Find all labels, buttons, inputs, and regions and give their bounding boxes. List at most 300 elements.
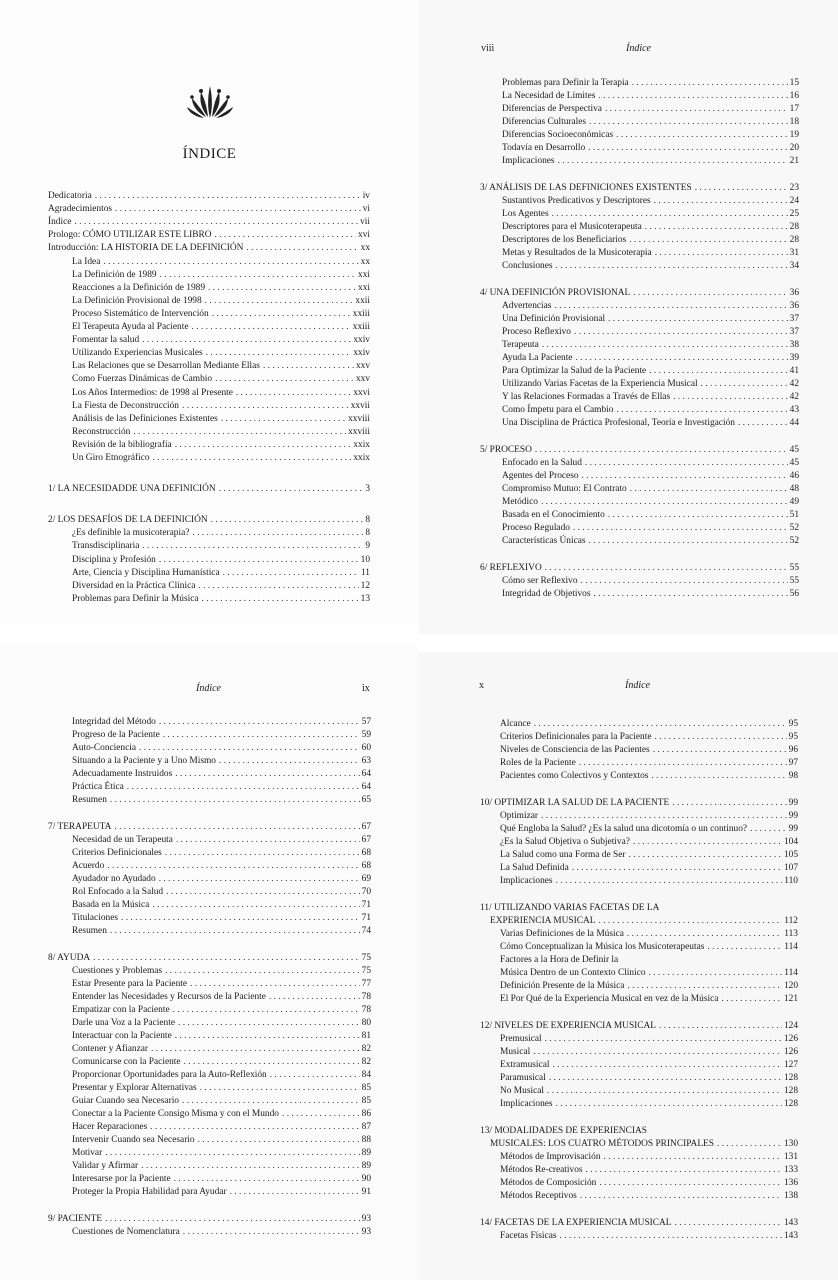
toc-section-entry [72, 269, 370, 281]
toc-entry-title: Advertencias [502, 301, 552, 311]
page-number: viii [481, 43, 495, 54]
toc-section-entry [72, 1056, 371, 1068]
dot-leader [263, 360, 354, 372]
toc-chapter-entry [480, 182, 799, 194]
dot-leader [114, 821, 359, 833]
toc-entry-page-number: 96 [788, 745, 798, 755]
toc-entry-title: Como Fuerzas Dinámicas de Cambio [72, 374, 213, 385]
toc-entry-page-number: vii [360, 217, 370, 228]
toc-entry-page-number: 85 [361, 1083, 371, 1093]
dot-leader [219, 483, 364, 495]
toc-section-entry [72, 965, 371, 977]
toc-entry-title: Diferencias Culturales [502, 117, 587, 127]
toc-entry-page-number: 43 [789, 405, 799, 415]
page-title: ÍNDICE [182, 146, 237, 162]
toc-section-entry [72, 1095, 371, 1107]
toc-entry-title: Enfocado en la Salud [502, 458, 582, 468]
toc-entry-title: Implicaciones [502, 156, 555, 166]
toc-entry-title: Diversidad en la Práctica Clínica [72, 580, 196, 591]
toc-entry-page-number: 75 [361, 966, 371, 976]
toc-entry-page-number: 67 [361, 822, 371, 832]
toc-entry-page-number: 41 [789, 366, 799, 376]
dot-leader [672, 797, 786, 809]
dot-leader [594, 588, 788, 600]
dot-leader [630, 483, 788, 495]
toc-section-entry [502, 509, 799, 521]
toc-entry-page-number: 81 [361, 1031, 371, 1041]
dot-leader [142, 540, 363, 552]
dot-leader [627, 980, 781, 992]
toc-entry-page-number: 91 [361, 1187, 371, 1197]
toc-entry-page-number: 82 [361, 1057, 371, 1067]
toc-section-entry [502, 496, 799, 508]
toc-section-entry [72, 1134, 371, 1146]
toc-entry-page-number: xxi [358, 269, 370, 280]
toc-entry-page-number: 114 [784, 968, 798, 978]
toc-chapter-entry [48, 1213, 371, 1225]
toc-entry-page-number: 85 [361, 1096, 371, 1106]
toc-entry-title: La Salud como una Forma de Ser [500, 850, 626, 860]
toc-entry-page-number: 74 [361, 926, 371, 936]
toc-section-entry [72, 256, 370, 268]
toc-section-entry [502, 77, 799, 89]
toc-entry-title: Integridad de Objetivos [502, 589, 591, 599]
toc-section-entry [72, 1004, 371, 1016]
toc-entry-title: Premusical [500, 1034, 542, 1044]
toc-entry-title: 6/ REFLEXIVO [480, 563, 542, 573]
dot-leader [175, 768, 359, 780]
toc-chapter-entry [480, 1020, 798, 1032]
dot-leader [121, 912, 360, 924]
dot-leader [645, 221, 788, 233]
toc-entry-title: Cómo Conceptualizan la Música los Musicoterapeutas [500, 942, 705, 952]
toc-section-entry [500, 757, 798, 769]
toc-entry-page-number: 9 [365, 541, 370, 552]
dot-leader [166, 886, 360, 898]
dot-leader [223, 567, 359, 579]
toc-entry-title: 3/ ANÁLISIS DE LAS DEFINICIONES EXISTENTES [480, 183, 692, 193]
toc-entry-page-number: 68 [361, 861, 371, 871]
toc-entry-title: Problemas para Definir la Terapia [502, 78, 629, 88]
toc-entry-title: La Necesidad de Límites [502, 91, 596, 101]
toc-section-entry [502, 378, 799, 390]
dot-leader [552, 1059, 781, 1071]
toc-entry-title: Implicaciones [500, 1099, 553, 1109]
toc-section-entry [500, 1164, 798, 1176]
toc-entry-page-number: xxiii [352, 322, 370, 332]
toc-entry-page-number: 37 [789, 327, 799, 337]
dot-leader [141, 1160, 360, 1172]
toc-entry-page-number: xx [360, 243, 370, 254]
toc-entry-title: Contener y Afianzar [72, 1044, 149, 1054]
toc-section-entry [502, 195, 799, 207]
toc-entry-title: Progreso de la Paciente [72, 730, 160, 740]
toc-entry-title: Transdisciplinaria [72, 541, 140, 552]
toc-entry-title: Agentes del Proceso [502, 471, 579, 481]
toc-entry-page-number: xxv [355, 374, 370, 385]
toc-entry-title: Resumen [72, 795, 107, 805]
toc-entry-page-number: 84 [361, 1070, 371, 1080]
toc-entry-page-number: 124 [783, 1021, 798, 1031]
toc-section-entry [500, 1085, 798, 1097]
toc-entry-page-number: 36 [789, 288, 799, 298]
toc-section-entry [500, 718, 798, 730]
toc-entry-title: Metas y Resultados de la Musicoterapia [502, 248, 652, 258]
dot-leader [269, 991, 360, 1003]
toc-section-entry [502, 155, 799, 167]
toc-entry-title: 14/ FACETAS DE LA EXPERIENCIA MUSICAL [480, 1218, 672, 1228]
toc-entry-page-number: 12 [360, 580, 370, 591]
toc-entry-title: ¿Es definible la musicoterapia? [72, 528, 190, 539]
toc-section-entry [72, 360, 370, 372]
dot-leader [190, 978, 360, 990]
toc-entry-title: Proteger la Propia Habilidad para Ayudar [72, 1187, 227, 1197]
toc-entry-title: Titulaciones [72, 913, 119, 923]
toc-entry-page-number: xxi [358, 282, 370, 293]
toc-entry-page-number: 19 [789, 130, 799, 140]
toc-entry-page-number: 11 [360, 567, 370, 578]
toc-section-entry [72, 387, 370, 399]
toc-section-entry [502, 457, 799, 469]
toc-entry-title: Características Únicas [502, 536, 586, 546]
toc-section-entry [502, 247, 799, 259]
fleuron-ornament-icon [186, 80, 234, 120]
dot-leader [139, 742, 360, 754]
dot-leader [219, 755, 360, 767]
toc-section-entry [72, 373, 370, 385]
toc-section-entry [72, 794, 371, 806]
toc-section-entry [72, 1147, 371, 1159]
dot-leader [695, 182, 788, 194]
toc-entry-title: Descriptores para el Musicoterapeuta [502, 222, 642, 232]
dot-leader [605, 103, 788, 115]
toc-entry-page-number: xxiv [353, 335, 370, 346]
toc-entry-page-number: 78 [361, 992, 371, 1002]
dot-leader [175, 439, 352, 451]
toc-entry-title: Métodos de Composición [500, 1178, 597, 1188]
dot-leader [159, 716, 360, 728]
dot-leader [541, 496, 788, 508]
toc-entry-title: Problemas para Definir la Música [72, 593, 199, 604]
toc-section-entry [72, 567, 370, 579]
toc-section-entry [72, 886, 371, 898]
dot-leader [270, 1069, 360, 1081]
toc-section-entry [72, 527, 370, 539]
toc-entry-title: Niveles de Consciencia de las Pacientes [500, 745, 650, 755]
dot-leader [627, 928, 782, 940]
toc-entry-title: Ayudador no Ayudado [72, 874, 156, 884]
toc-entry-title: Resumen [72, 926, 107, 936]
toc-entry-title: MUSICALES: LOS CUATRO MÉTODOS PRINCIPALES [490, 1139, 714, 1149]
toc-entry-title: Disciplina y Profesión [72, 554, 156, 565]
dot-leader [110, 794, 360, 806]
toc-entry-title: Presentar y Explorar Alternativas [72, 1083, 197, 1093]
dot-leader [206, 347, 352, 359]
toc-entry-page-number: xx [360, 256, 370, 267]
toc-entry-title: Criterios Definicionales para la Paciente [500, 732, 652, 742]
dot-leader [176, 834, 360, 846]
toc-entry-page-number: xxii [355, 295, 370, 306]
toc-entry-page-number: 70 [361, 887, 371, 897]
toc-section-entry [72, 439, 370, 451]
toc-chapter-entry [480, 444, 799, 456]
dot-leader [608, 313, 788, 325]
toc-entry-title: Proceso Sistemático de Intervención [72, 308, 209, 319]
toc-entry-page-number: 64 [361, 782, 371, 792]
toc-entry-page-number: 95 [788, 719, 798, 729]
dot-leader [717, 1138, 782, 1150]
toc-section-entry [72, 899, 371, 911]
toc-section-entry [72, 729, 371, 741]
toc-entry-title: Diferencias de Perspectiva [502, 104, 602, 114]
toc-section-entry [502, 208, 799, 220]
dot-leader [560, 1230, 782, 1242]
toc-entry-title: Intervenir Cuando sea Necesario [72, 1135, 195, 1145]
dot-leader [575, 352, 787, 364]
toc-section-entry [72, 593, 370, 605]
toc-entry-title: Análisis de las Definiciones Existentes [72, 413, 218, 424]
dot-leader [163, 729, 360, 741]
toc-entry-page-number: 126 [783, 1047, 798, 1057]
dot-leader [192, 321, 351, 333]
toc-entry-title: 5/ PROCESO [480, 445, 532, 455]
toc-entry-page-number: 42 [789, 392, 799, 402]
toc-entry-title: El Por Qué de la Experiencia Musical en vez de la Música [500, 994, 719, 1004]
toc-entry-page-number: 68 [361, 848, 371, 858]
toc-entry-title: Descriptores de los Beneficiarios [502, 235, 627, 245]
dot-leader [183, 1226, 360, 1238]
dot-leader [151, 1043, 360, 1055]
toc-section-entry [502, 483, 799, 495]
dot-leader [655, 731, 787, 743]
toc-section-entry [502, 300, 799, 312]
toc-entry-title: Guiar Cuando sea Necesario [72, 1096, 179, 1106]
toc-entry-page-number: 64 [361, 769, 371, 779]
toc-entry-page-number: iv [362, 191, 370, 201]
toc-section-entry [500, 941, 798, 953]
toc-entry-title: Cómo ser Reflexivo [502, 576, 578, 586]
toc-section-entry [72, 991, 371, 1003]
toc-entry-title: Roles de la Paciente [500, 758, 576, 768]
running-header: Índice [625, 680, 650, 691]
dot-leader [110, 925, 360, 937]
toc-section-entry [72, 334, 370, 346]
toc-entry-page-number: 80 [361, 1018, 371, 1028]
toc-section-entry [502, 129, 799, 141]
toc-entry-page-number: 38 [789, 340, 799, 350]
toc-entry-page-number: 17 [789, 104, 799, 114]
toc-entry-page-number: 63 [361, 756, 371, 766]
dot-leader [198, 580, 358, 592]
dot-leader [598, 90, 787, 102]
toc-entry-page-number: vi [362, 204, 370, 215]
dot-leader [588, 142, 787, 154]
toc-section-entry [502, 535, 799, 547]
dot-leader [173, 1004, 360, 1016]
toc-entry-title: 4/ UNA DEFINICIÓN PROVISIONAL [480, 288, 631, 298]
toc-section-entry [500, 849, 798, 861]
toc-entry-page-number: 138 [783, 1191, 798, 1201]
toc-section-entry [502, 313, 799, 325]
toc-section-entry [72, 716, 371, 728]
toc-entry-title: 2/ LOS DESAFÍOS DE LA DEFINICIÓN [48, 515, 208, 526]
toc-section-entry [500, 928, 798, 940]
dot-leader [74, 216, 358, 228]
toc-entry-title: La Definición Provisional de 1998 [72, 295, 202, 306]
dot-leader [654, 195, 788, 207]
toc-section-entry [72, 873, 371, 885]
dot-leader [579, 757, 787, 769]
dot-leader [192, 527, 363, 539]
toc-entry-title: Y las Relaciones Formadas a Través de Ellas [502, 392, 671, 402]
toc-chapter-entry [480, 287, 799, 299]
toc-entry-title: Terapeuta [502, 340, 539, 350]
toc-entry-title: Estar Presente para la Paciente [72, 979, 188, 989]
dot-leader [581, 575, 788, 587]
toc-section-entry [72, 580, 370, 592]
dot-leader [629, 234, 787, 246]
toc-entry-page-number: 99 [788, 824, 798, 834]
page-number: x [479, 680, 484, 691]
toc-entry-page-number: xxix [353, 439, 370, 450]
toc-entry-page-number: 24 [789, 196, 799, 206]
toc-entry-page-number: 104 [783, 837, 798, 847]
dot-leader [202, 593, 359, 605]
toc-section-entry [500, 744, 798, 756]
toc-section-entry [502, 339, 799, 351]
dot-leader [184, 1056, 360, 1068]
toc-entry-page-number: xxiv [353, 348, 370, 359]
toc-entry-page-number: 52 [789, 536, 799, 546]
page-gap [0, 625, 419, 645]
toc-entry-page-number: 128 [783, 1086, 798, 1096]
dot-leader [212, 308, 351, 320]
toc-entry-page-number: 15 [789, 78, 799, 88]
toc-entry-title: Conectar a la Paciente Consigo Misma y con el Mundo [72, 1109, 279, 1119]
toc-section-entry [502, 260, 799, 272]
dot-leader [554, 300, 787, 312]
toc-section-entry [500, 875, 798, 887]
dot-leader [150, 1121, 359, 1133]
dot-leader [701, 378, 788, 390]
toc-section-entry [502, 103, 799, 115]
toc-section-entry [72, 1121, 371, 1133]
dot-leader [545, 562, 788, 574]
toc-entry-page-number: 75 [361, 953, 371, 963]
dot-leader [589, 116, 788, 128]
dot-leader [153, 452, 352, 464]
toc-section-entry [500, 823, 798, 835]
toc-section-entry [502, 365, 799, 377]
toc-entry-title: Una Disciplina de Práctica Profesional, Teoría e Investigación [502, 418, 735, 428]
dot-leader [103, 256, 358, 268]
toc-section-entry [500, 1046, 798, 1058]
toc-page-3 [0, 645, 419, 1280]
toc-entry-page-number: xxviii [348, 426, 370, 437]
toc-entry-page-number: 39 [789, 353, 799, 363]
dot-leader [659, 1020, 782, 1032]
toc-entry-title: Proporcionar Oportunidades para la Auto-Reflexión [72, 1070, 267, 1080]
toc-section-entry [72, 400, 370, 412]
toc-entry-page-number: 34 [789, 261, 799, 271]
toc-entry-title: Facetas Físicas [500, 1231, 557, 1241]
dot-leader [633, 287, 787, 299]
toc-section-entry [72, 1173, 371, 1185]
toc-entry-title: Extramusical [500, 1060, 550, 1070]
dot-leader [629, 849, 782, 861]
toc-section-entry [72, 426, 370, 438]
toc-section-entry [500, 836, 798, 848]
dot-leader [616, 404, 787, 416]
toc-entry-title: Conclusiones [502, 261, 553, 271]
toc-entry-title: Sustantivos Predicativos y Descriptores [502, 196, 651, 206]
toc-entry-title: 7/ TERAPEUTA [48, 822, 112, 832]
toc-entry-title: Acuerdo [72, 861, 105, 871]
dot-leader [574, 326, 788, 338]
toc-chapter-entry [48, 229, 370, 241]
toc-entry-page-number: 10 [360, 554, 370, 565]
toc-entry-page-number: 114 [784, 942, 798, 952]
toc-section-entry [72, 1226, 371, 1238]
toc-entry-page-number: 31 [789, 248, 799, 258]
dot-leader [556, 260, 788, 272]
toc-entry-page-number: 88 [361, 1135, 371, 1145]
toc-section-entry [502, 470, 799, 482]
toc-section-entry [72, 413, 370, 425]
toc-entry-page-number: 52 [789, 523, 799, 533]
toc-entry-title: Práctica Ética [72, 782, 124, 792]
dot-leader [556, 875, 783, 887]
toc-entry-title: Dedicatoria [48, 191, 92, 201]
toc-entry-title: 13/ MODALIDADES DE EXPERIENCIAS [480, 1126, 647, 1136]
toc-section-entry [72, 781, 371, 793]
toc-entry-title: La Salud Definida [500, 863, 569, 873]
toc-section-entry [500, 980, 798, 992]
toc-section-entry [500, 731, 798, 743]
toc-section-entry [72, 1160, 371, 1172]
toc-entry-page-number: 65 [361, 795, 371, 805]
toc-section-entry [72, 452, 370, 464]
dot-leader [558, 155, 788, 167]
toc-section-entry [502, 221, 799, 233]
toc-entry-page-number: 126 [783, 1034, 798, 1044]
toc-section-entry [500, 770, 798, 782]
toc-entry-page-number: 128 [783, 1099, 798, 1109]
dot-leader [556, 1098, 782, 1110]
dot-leader [182, 400, 349, 412]
dot-leader [221, 413, 346, 425]
toc-entry-page-number: 18 [789, 117, 799, 127]
toc-entry-page-number: 93 [361, 1214, 371, 1224]
toc-section-entry [502, 352, 799, 364]
toc-section-entry [502, 116, 799, 128]
dot-leader [541, 810, 787, 822]
dot-leader [160, 269, 356, 281]
toc-entry-page-number: 98 [788, 771, 798, 781]
toc-entry-title: La Idea [72, 256, 101, 267]
dot-leader [655, 247, 788, 259]
toc-entry-title: Una Definición Provisional [502, 314, 606, 324]
toc-entry-page-number: 8 [365, 528, 370, 539]
toc-entry-title: La Fiesta de Deconstrucción [72, 400, 179, 411]
dot-leader [589, 535, 788, 547]
toc-entry-page-number: 93 [361, 1227, 371, 1237]
dot-leader [215, 373, 354, 385]
toc-entry-title: 11/ UTILIZANDO VARIAS FACETAS DE LA [480, 903, 660, 913]
toc-entry-title: Darle una Voz a la Paciente [72, 1018, 175, 1028]
toc-section-entry [502, 404, 799, 416]
toc-entry-page-number: 44 [789, 418, 799, 428]
